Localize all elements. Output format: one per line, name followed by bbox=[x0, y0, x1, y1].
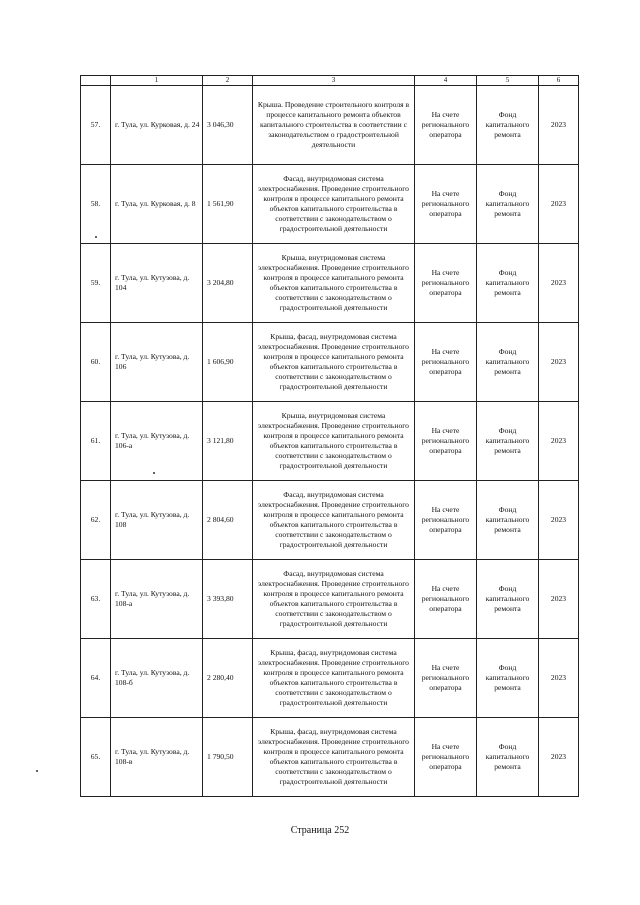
fund-source-cell: Фонд капитального ремонта bbox=[477, 402, 539, 481]
amount-cell: 1 790,50 bbox=[203, 718, 253, 797]
fund-source-cell: Фонд капитального ремонта bbox=[477, 165, 539, 244]
scan-speck bbox=[153, 472, 155, 474]
work-description-cell: Крыша, внутридомовая система электроснабжения. Проведение строительного контроля в процессе капитального ремонта объектов капитального строительства в соответствии с законодательством о градостроительной деятельности bbox=[253, 402, 415, 481]
amount-cell: 3 121,80 bbox=[203, 402, 253, 481]
account-cell: На счете регионального оператора bbox=[415, 402, 477, 481]
amount-cell: 3 046,30 bbox=[203, 86, 253, 165]
row-number: 62. bbox=[81, 481, 111, 560]
header-cell: 6 bbox=[539, 76, 579, 86]
header-cell-blank bbox=[81, 76, 111, 86]
table-row bbox=[81, 639, 579, 718]
address-cell: г. Тула, ул. Курковая, д. 24 bbox=[111, 86, 203, 165]
amount-cell: 3 204,80 bbox=[203, 244, 253, 323]
amount-cell: 1 606,90 bbox=[203, 323, 253, 402]
account-cell: На счете регионального оператора bbox=[415, 560, 477, 639]
table-row bbox=[81, 165, 579, 244]
address-cell: г. Тула, ул. Кутузова, д. 106 bbox=[111, 323, 203, 402]
row-number: 59. bbox=[81, 244, 111, 323]
address-cell: г. Тула, ул. Кутузова, д. 108-б bbox=[111, 639, 203, 718]
header-cell: 4 bbox=[415, 76, 477, 86]
table-row bbox=[81, 718, 579, 797]
row-number: 57. bbox=[81, 86, 111, 165]
amount-cell: 2 280,40 bbox=[203, 639, 253, 718]
table-row bbox=[81, 244, 579, 323]
work-description-cell: Фасад, внутридомовая система электроснабжения. Проведение строительного контроля в процессе капитального ремонта объектов капитального строительства в соответствии с законодательством о градостроительной деятельности bbox=[253, 481, 415, 560]
fund-source-cell: Фонд капитального ремонта bbox=[477, 718, 539, 797]
row-number: 63. bbox=[81, 560, 111, 639]
work-description-cell: Крыша, фасад, внутридомовая система электроснабжения. Проведение строительного контроля в процессе капитального ремонта объектов капитального строительства в соответствии с законодательством о градостроительной деятельности bbox=[253, 323, 415, 402]
work-description-cell: Фасад, внутридомовая система электроснабжения. Проведение строительного контроля в процессе капитального ремонта объектов капитального строительства в соответствии с законодательством о градостроительной деятельности bbox=[253, 165, 415, 244]
header-cell: 1 bbox=[111, 76, 203, 86]
work-description-cell: Крыша, фасад, внутридомовая система электроснабжения. Проведение строительного контроля в процессе капитального ремонта объектов капитального строительства в соответствии с законодательством о градостроительной деятельности bbox=[253, 718, 415, 797]
year-cell: 2023 bbox=[539, 481, 579, 560]
year-cell: 2023 bbox=[539, 402, 579, 481]
fund-source-cell: Фонд капитального ремонта bbox=[477, 481, 539, 560]
header-cell: 3 bbox=[253, 76, 415, 86]
fund-source-cell: Фонд капитального ремонта bbox=[477, 244, 539, 323]
work-description-cell: Крыша, фасад, внутридомовая система электроснабжения. Проведение строительного контроля в процессе капитального ремонта объектов капитального строительства в соответствии с законодательством о градостроительной деятельности bbox=[253, 639, 415, 718]
address-cell: г. Тула, ул. Кутузова, д. 106-а bbox=[111, 402, 203, 481]
amount-cell: 2 804,60 bbox=[203, 481, 253, 560]
header-cell: 2 bbox=[203, 76, 253, 86]
account-cell: На счете регионального оператора bbox=[415, 481, 477, 560]
row-number: 65. bbox=[81, 718, 111, 797]
amount-cell: 1 561,90 bbox=[203, 165, 253, 244]
work-description-cell: Фасад, внутридомовая система электроснабжения. Проведение строительного контроля в процессе капитального ремонта объектов капитального строительства в соответствии с законодательством о градостроительной деятельности bbox=[253, 560, 415, 639]
year-cell: 2023 bbox=[539, 86, 579, 165]
amount-cell: 3 393,80 bbox=[203, 560, 253, 639]
row-number: 64. bbox=[81, 639, 111, 718]
address-cell: г. Тула, ул. Кутузова, д. 104 bbox=[111, 244, 203, 323]
year-cell: 2023 bbox=[539, 323, 579, 402]
page-number: Страница 252 bbox=[290, 825, 350, 836]
fund-source-cell: Фонд капитального ремонта bbox=[477, 86, 539, 165]
account-cell: На счете регионального оператора bbox=[415, 323, 477, 402]
year-cell: 2023 bbox=[539, 718, 579, 797]
address-cell: г. Тула, ул. Курковая, д. 8 bbox=[111, 165, 203, 244]
work-description-cell: Крыша, внутридомовая система электроснабжения. Проведение строительного контроля в процессе капитального ремонта объектов капитального строительства в соответствии с законодательством о градостроительной деятельности bbox=[253, 244, 415, 323]
row-number: 60. bbox=[81, 323, 111, 402]
fund-source-cell: Фонд капитального ремонта bbox=[477, 323, 539, 402]
year-cell: 2023 bbox=[539, 639, 579, 718]
table-row bbox=[81, 481, 579, 560]
account-cell: На счете регионального оператора bbox=[415, 244, 477, 323]
year-cell: 2023 bbox=[539, 165, 579, 244]
account-cell: На счете регионального оператора bbox=[415, 86, 477, 165]
scan-speck bbox=[36, 770, 38, 772]
fund-source-cell: Фонд капитального ремонта bbox=[477, 639, 539, 718]
header-cell: 5 bbox=[477, 76, 539, 86]
table-row bbox=[81, 402, 579, 481]
address-cell: г. Тула, ул. Кутузова, д. 108 bbox=[111, 481, 203, 560]
table-row bbox=[81, 560, 579, 639]
column-number-row bbox=[81, 76, 579, 86]
address-cell: г. Тула, ул. Кутузова, д. 108-в bbox=[111, 718, 203, 797]
account-cell: На счете регионального оператора bbox=[415, 718, 477, 797]
work-description-cell: Крыша. Проведение строительного контроля в процессе капитального ремонта объектов капитального строительства в соответствии с законодательством о градостроительной деятельности bbox=[253, 86, 415, 165]
table-row bbox=[81, 86, 579, 165]
fund-source-cell: Фонд капитального ремонта bbox=[477, 560, 539, 639]
account-cell: На счете регионального оператора bbox=[415, 639, 477, 718]
scan-speck bbox=[95, 236, 97, 238]
table-row bbox=[81, 323, 579, 402]
year-cell: 2023 bbox=[539, 560, 579, 639]
row-number: 61. bbox=[81, 402, 111, 481]
account-cell: На счете регионального оператора bbox=[415, 165, 477, 244]
repair-table bbox=[80, 75, 579, 797]
year-cell: 2023 bbox=[539, 244, 579, 323]
row-number: 58. bbox=[81, 165, 111, 244]
address-cell: г. Тула, ул. Кутузова, д. 108-а bbox=[111, 560, 203, 639]
